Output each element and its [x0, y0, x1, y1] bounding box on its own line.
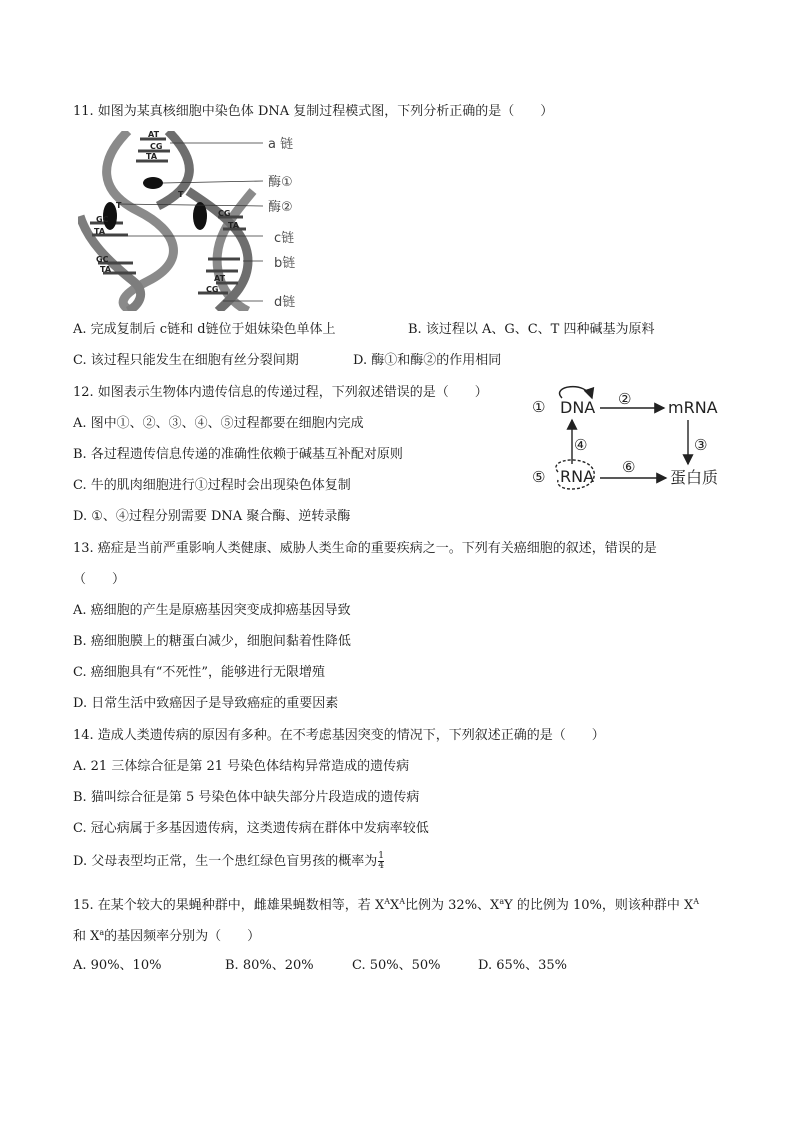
label-enzyme-2: 酶② — [268, 200, 293, 215]
q15-option-c: C. 50%、50% — [352, 958, 441, 973]
step-2-number: ② — [618, 390, 632, 408]
q13-option-d: D. 日常生活中致癌因子是导致癌症的重要因素 — [73, 696, 339, 711]
superscript-a: a — [499, 897, 505, 906]
label-c-strand: c链 — [274, 231, 295, 246]
q15-text-5: 的基因频率分别为（ ） — [104, 929, 261, 944]
q11-option-c: C. 该过程只能发生在细胞有丝分裂间期 — [73, 353, 299, 368]
q12-option-b: B. 各过程遗传信息传递的准确性依赖于碱基互补配对原则 — [73, 447, 403, 462]
q15-text-2: 比例为 32%、X — [405, 898, 500, 913]
step-1-number: ① — [532, 398, 546, 416]
fraction-denominator: 4 — [378, 861, 384, 871]
label-b-strand: b链 — [274, 256, 296, 271]
q13-option-a: A. 癌细胞的产生是原癌基因突变成抑癌基因导致 — [73, 603, 351, 618]
base-letter: CG — [150, 142, 163, 151]
q13-stem-line2: （ ） — [73, 572, 126, 587]
dna-node: DNA — [560, 398, 596, 417]
q12-option-a: A. 图中①、②、③、④、⑤过程都要在细胞内完成 — [73, 416, 364, 431]
q14-option-c: C. 冠心病属于多基因遗传病，这类遗传病在群体中发病率较低 — [73, 821, 429, 836]
q11-option-a: A. 完成复制后 c链和 d链位于姐妹染色单体上 — [73, 322, 336, 337]
q15-stem-line2 — [73, 924, 260, 946]
q14-option-b: B. 猫叫综合征是第 5 号染色体中缺失部分片段造成的遗传病 — [73, 790, 420, 805]
superscript-a: a — [99, 928, 105, 937]
label-d-strand: d链 — [274, 295, 296, 310]
fraction-numerator: 1 — [378, 851, 384, 861]
q14-option-d — [73, 852, 384, 871]
q14-option-a: A. 21 三体综合征是第 21 号染色体结构异常造成的遗传病 — [73, 759, 410, 774]
q15-text-3: Y 的比例为 10%，则该种群中 X — [504, 898, 694, 913]
q12-option-d: D. ①、④过程分别需要 DNA 聚合酶、逆转录酶 — [73, 509, 351, 524]
base-letter: TA — [100, 265, 112, 274]
q13-option-b: B. 癌细胞膜上的糖蛋白减少，细胞间黏着性降低 — [73, 634, 351, 649]
enzyme-1-shape — [143, 177, 163, 189]
step-5-number: ⑤ — [532, 468, 546, 486]
q15-text-4: 和 X — [73, 929, 100, 944]
q11-stem: 11. 如图为某真核细胞中染色体 DNA 复制过程模式图，下列分析正确的是（ ） — [73, 104, 554, 119]
base-letter: CG — [206, 285, 219, 294]
dna-replication-figure — [78, 131, 310, 311]
x-letter: X — [389, 898, 400, 913]
base-letter: T — [116, 201, 122, 210]
protein-node: 蛋白质 — [670, 468, 719, 487]
base-letter: TA — [146, 152, 158, 161]
q15-option-b: B. 80%、20% — [225, 958, 314, 973]
step-3-number: ③ — [694, 436, 708, 454]
q11-option-b: B. 该过程以 A、G、C、T 四种碱基为原料 — [408, 322, 655, 337]
q14-stem: 14. 造成人类遗传病的原因有多种。在不考虑基因突变的情况下，下列叙述正确的是（ ） — [73, 728, 605, 743]
base-letter: TA — [94, 227, 106, 236]
base-letter: AT — [148, 131, 160, 139]
fraction — [378, 852, 384, 871]
base-letter: GC — [96, 255, 109, 264]
step-6-number: ⑥ — [622, 458, 636, 476]
q15-option-d: D. 65%、35% — [478, 958, 568, 973]
q15-text-1: 15. 在某个较大的果蝇种群中，雌雄果蝇数相等，若 X — [73, 898, 385, 913]
mrna-node: mRNA — [668, 398, 718, 417]
base-letter: AT — [214, 274, 226, 283]
label-enzyme-1: 酶① — [268, 175, 293, 190]
central-dogma-diagram — [528, 384, 722, 500]
superscript-A: A — [693, 897, 700, 906]
q13-option-c: C. 癌细胞具有“不死性”，能够进行无限增殖 — [73, 665, 326, 680]
q14-option-d-text: D. 父母表型均正常，生一个患红绿色盲男孩的概率为 — [73, 854, 378, 869]
base-letter: TA — [228, 221, 240, 230]
q15-stem-line1 — [73, 893, 699, 915]
q12-option-c: C. 牛的肌肉细胞进行①过程时会出现染色体复制 — [73, 478, 351, 493]
rna-node: RNA — [560, 467, 595, 486]
step-4-number: ④ — [574, 436, 588, 454]
enzyme-2-right-shape — [193, 202, 207, 230]
superscript-A: A — [399, 897, 406, 906]
base-letter: T — [178, 190, 184, 199]
q13-stem-line1: 13. 癌症是当前严重影响人类健康、威胁人类生命的重要疾病之一。下列有关癌细胞的叙述，错误的是 — [73, 541, 657, 556]
q15-option-a: A. 90%、10% — [73, 958, 162, 973]
base-letter: GC — [96, 215, 109, 224]
label-a-strand: a 链 — [268, 137, 294, 152]
q12-stem: 12. 如图表示生物体内遗传信息的传递过程，下列叙述错误的是（ ） — [73, 385, 488, 400]
q11-option-d: D. 酶①和酶②的作用相同 — [353, 353, 502, 368]
superscript-A: A — [384, 897, 390, 906]
base-letter: CG — [218, 209, 231, 218]
